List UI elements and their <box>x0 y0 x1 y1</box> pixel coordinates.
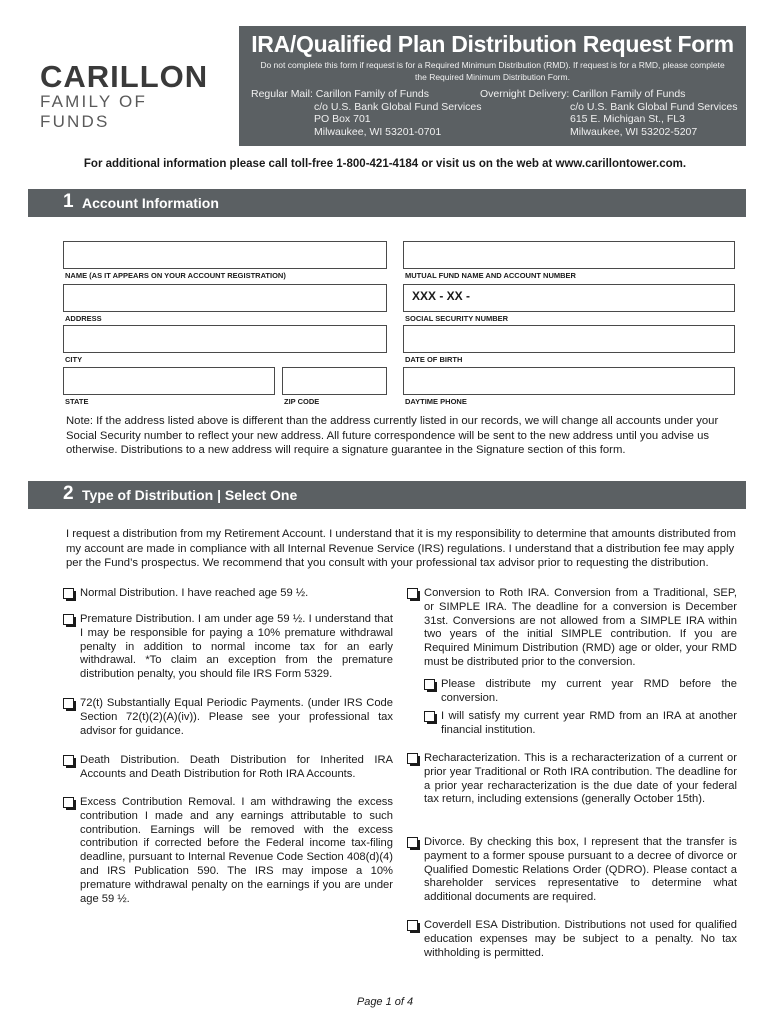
address-field[interactable] <box>63 284 387 312</box>
option-text: Premature Distribution. I am under age 59 ½. I understand that I may be responsible for paying a 10% premature withdrawal penalty in addition to normal income tax for an early withdrawal. *To claim an exception from the premature distribution penalty, you should file IRS Form 5329. <box>80 613 393 681</box>
option-premature-distribution <box>63 613 393 682</box>
overnight-line: 615 E. Michigan St., FL3 <box>570 113 685 125</box>
rmd-note: Do not complete this form if request is for a Required Minimum Distribution (RMD). If request is for a RMD, please complete the Required Minimum Distribution Form. <box>260 60 725 82</box>
section-2-header <box>28 481 746 509</box>
section-number: 1 <box>63 191 74 212</box>
overnight-label: Overnight Delivery: <box>480 88 570 100</box>
option-text: Divorce. By checking this box, I represent that the transfer is payment to a former spouse pursuant to a decree of divorce or Qualified Domestic Relations Order (QDRO). Please contact a shareholder services representative to determine what additional documents are required. <box>424 836 737 904</box>
regular-mail-line: Milwaukee, WI 53201-0701 <box>314 125 442 138</box>
name-field[interactable] <box>63 241 387 269</box>
section-title: Account Information <box>82 195 219 211</box>
option-excess-contribution <box>63 796 393 906</box>
overnight-line: Milwaukee, WI 53202-5207 <box>570 125 698 138</box>
checkbox[interactable] <box>63 755 74 766</box>
regular-mail-address <box>251 88 501 138</box>
fund-account-field[interactable] <box>403 241 735 269</box>
carillon-logo <box>40 59 220 132</box>
checkbox[interactable] <box>424 679 435 690</box>
regular-mail-label: Regular Mail: <box>251 88 313 100</box>
ssn-value: XXX - XX - <box>412 289 471 303</box>
state-field[interactable] <box>63 367 275 395</box>
checkbox[interactable] <box>407 753 418 764</box>
distribution-intro: I request a distribution from my Retirement Account. I understand that it is my responsibility to determine that amounts distributed from my account are made in compliance with all Internal Revenue Service (IRS) regulations. I understand that a distribution fee may apply per the Fund’s prospectus. We recommend that you consult with your professional tax advisor prior to requesting the distribution. <box>66 528 736 569</box>
checkbox[interactable] <box>407 920 418 931</box>
zip-label: ZIP CODE <box>284 397 320 406</box>
rmd-sub-option-before <box>424 678 737 706</box>
contact-info: For additional information please call toll-free 1-800-421-4184 or visit us on the web at www.carillontower.com. <box>83 158 687 170</box>
header-banner <box>239 26 746 146</box>
option-roth-conversion <box>407 587 737 670</box>
option-text: Death Distribution. Death Distribution for Inherited IRA Accounts and Death Distribution for Roth IRA Accounts. <box>80 754 393 780</box>
zip-field[interactable] <box>282 367 387 395</box>
page-number: Page 1 of 4 <box>356 996 414 1008</box>
overnight-line: Carillon Family of Funds <box>572 88 686 100</box>
state-label: STATE <box>65 397 89 406</box>
option-recharacterization <box>407 752 737 807</box>
option-text: Conversion to Roth IRA. Conversion from a Traditional, SEP, or SIMPLE IRA. The deadline for a conversion is December 31st. Conversions are not allowed from a SIMPLE IRA within two years of the initial SIMPLE contribution. If you are Required Minimum Distribution (RMD) age or older, your RMD must be distributed prior to the conversion. <box>424 587 737 668</box>
name-label: NAME (AS IT APPEARS ON YOUR ACCOUNT REGISTRATION) <box>65 271 286 280</box>
regular-mail-line: PO Box 701 <box>314 113 371 125</box>
checkbox[interactable] <box>63 588 74 599</box>
phone-label: DAYTIME PHONE <box>405 397 467 406</box>
dob-label: DATE OF BIRTH <box>405 355 463 364</box>
ssn-field[interactable] <box>403 284 735 312</box>
option-normal-distribution <box>63 587 393 601</box>
section-title: Type of Distribution | Select One <box>82 487 298 503</box>
address-note: Note: If the address listed above is different than the address currently listed in our records, we will change all accounts under your Social Security number to reflect your new address. All future correspondence will be sent to the new address until you advise us otherwise. Distributions to a new address will require a signature guarantee in the Signature section of this form. <box>66 415 719 456</box>
checkbox[interactable] <box>424 711 435 722</box>
dob-field[interactable] <box>403 325 735 353</box>
address-label: ADDRESS <box>65 314 102 323</box>
fund-account-label: MUTUAL FUND NAME AND ACCOUNT NUMBER <box>405 271 576 280</box>
city-label: CITY <box>65 355 83 364</box>
option-text: Coverdell ESA Distribution. Distributions not used for qualified education expenses may be subject to a penalty. No tax withholding is permitted. <box>424 919 737 959</box>
checkbox[interactable] <box>63 698 74 709</box>
option-text: I will satisfy my current year RMD from an IRA at another financial institution. <box>441 710 737 736</box>
section-1-header <box>28 189 746 217</box>
option-coverdell-esa <box>407 919 737 960</box>
ssn-label: SOCIAL SECURITY NUMBER <box>405 314 509 323</box>
option-divorce <box>407 836 737 905</box>
option-death-distribution <box>63 754 393 782</box>
checkbox[interactable] <box>63 797 74 808</box>
option-72t-payments <box>63 697 393 738</box>
phone-field[interactable] <box>403 367 735 395</box>
option-text: 72(t) Substantially Equal Periodic Payments. (under IRS Code Section 72(t)(2)(A)(iv)). Please see your professional tax advisor for guidance. <box>80 697 393 737</box>
checkbox[interactable] <box>63 614 74 625</box>
overnight-address <box>480 88 742 138</box>
logo-main-text: CARILLON <box>40 59 209 94</box>
regular-mail-line: c/o U.S. Bank Global Fund Services <box>314 100 482 113</box>
checkbox[interactable] <box>407 588 418 599</box>
section-number: 2 <box>63 483 74 504</box>
option-text: Please distribute my current year RMD before the conversion. <box>441 678 737 704</box>
option-text: Recharacterization. This is a recharacterization of a current or prior year Traditional or Roth IRA contribution. The deadline for a prior year recharacterization is the due date of your federal tax return, including extensions (generally October 15th). <box>424 752 737 806</box>
regular-mail-line: Carillon Family of Funds <box>315 88 429 100</box>
option-text: Excess Contribution Removal. I am withdrawing the excess contribution I made and any earnings attributable to such contribution. Earnings will be removed with the excess contribution if corrected before the Federal income tax-filing deadline, pursuant to Internal Revenue Code Section 408(d)(4) and IRS Publication 590. The IRS may impose a 10% premature withdrawal penalty on the earnings if you are under age 59 ½. <box>80 796 393 905</box>
logo-sub-text: FAMILY OF FUNDS <box>40 92 148 131</box>
overnight-line: c/o U.S. Bank Global Fund Services <box>570 100 738 113</box>
rmd-sub-option-other-institution <box>424 710 737 738</box>
form-title: IRA/Qualified Plan Distribution Request Form <box>251 31 734 57</box>
option-text: Normal Distribution. I have reached age 59 ½. <box>80 587 309 599</box>
checkbox[interactable] <box>407 837 418 848</box>
city-field[interactable] <box>63 325 387 353</box>
